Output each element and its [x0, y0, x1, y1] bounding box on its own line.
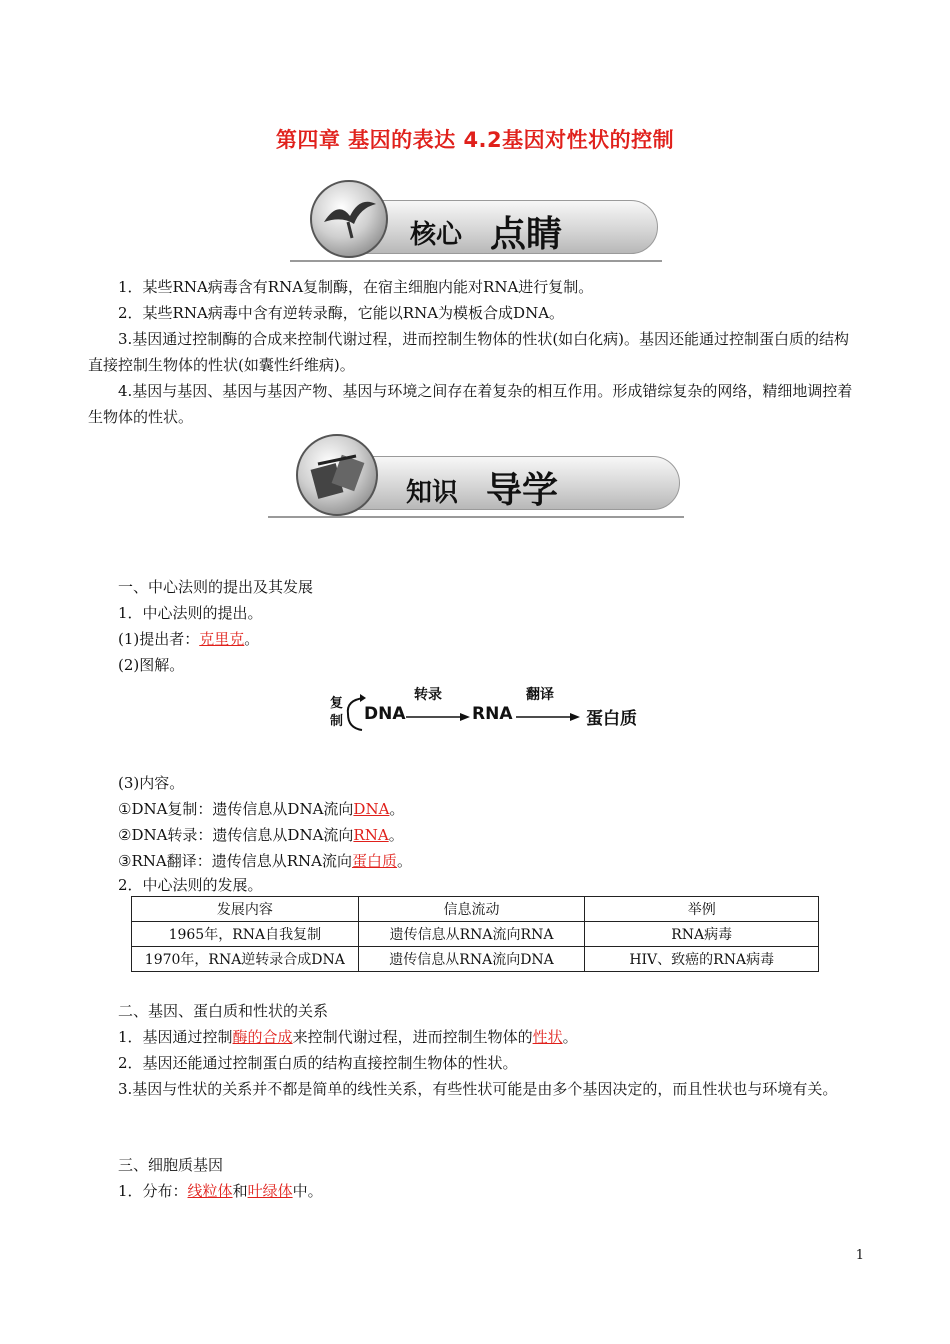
s1-content-3: ③RNA翻译：遗传信息从RNA流向蛋白质。: [118, 852, 412, 870]
answer-rna: RNA: [353, 826, 389, 844]
page-number: 1: [855, 1248, 864, 1263]
table-row: [132, 947, 819, 972]
section-heading-1: 一、中心法则的提出及其发展: [118, 578, 314, 596]
banner-guide-label-b: 导学: [486, 470, 559, 511]
page-title: 第四章 基因的表达 4.2基因对性状的控制: [275, 128, 675, 152]
s1-p1: 1．中心法则的提出。: [118, 604, 263, 622]
translation-arrow-icon: [516, 712, 580, 722]
transcription-arrow-icon: [406, 712, 470, 722]
table-header-row: [132, 897, 819, 922]
core-point-2: 2．某些RNA病毒中含有逆转录酶，它能以RNA为模板合成DNA。: [118, 304, 565, 322]
s1-proposer: (1)提出者：克里克。: [118, 630, 260, 648]
diagram-rna: RNA: [472, 704, 513, 724]
diagram-dna: DNA: [364, 704, 406, 724]
s1-content-2: ②DNA转录：遗传信息从DNA流向RNA。: [118, 826, 404, 844]
table-cell: RNA病毒: [585, 922, 819, 947]
banner-core-label-a: 核心: [410, 220, 463, 250]
core-point-1: 1．某些RNA病毒含有RNA复制酶，在宿主细胞内能对RNA进行复制。: [118, 278, 594, 296]
table-cell: 遗传信息从RNA流向DNA: [358, 947, 585, 972]
s2-p2: 2．基因还能通过控制蛋白质的结构直接控制生物体的性状。: [118, 1054, 518, 1072]
central-dogma-diagram: [330, 684, 650, 740]
diagram-translate: 翻译: [526, 687, 554, 703]
banner-core-label-b: 点睛: [490, 214, 563, 255]
diagram-protein: 蛋白质: [586, 709, 637, 729]
answer-trait: 性状: [532, 1028, 563, 1046]
table-header: 发展内容: [132, 897, 359, 922]
answer-mitochondria: 线粒体: [187, 1182, 233, 1200]
books-emblem-icon: [296, 434, 378, 516]
s2-p1: 1．基因通过控制酶的合成来控制代谢过程，进而控制生物体的性状。: [118, 1028, 578, 1046]
banner-guide-label-a: 知识: [406, 478, 459, 508]
s1-p2: 2．中心法则的发展。: [118, 876, 263, 894]
table-cell: HIV、致癌的RNA病毒: [585, 947, 819, 972]
s1-content-label: (3)内容。: [118, 774, 185, 792]
diagram-fu: 复: [330, 696, 344, 711]
answer-protein: 蛋白质: [351, 852, 397, 870]
table-header: 举例: [585, 897, 819, 922]
table-header: 信息流动: [358, 897, 585, 922]
table-cell: 1970年，RNA逆转录合成DNA: [132, 947, 359, 972]
answer-dna: DNA: [353, 800, 390, 818]
diagram-zhi: 制: [330, 714, 344, 729]
core-point-3: 3.基因通过控制酶的合成来控制代谢过程，进而控制生物体的性状(如白化病)。基因还能通过控制蛋白质的结构直接控制生物体的性状(如囊性纤维病)。: [88, 330, 850, 374]
answer-chloroplast: 叶绿体: [247, 1182, 293, 1200]
answer-proposer: 克里克: [199, 630, 245, 648]
diagram-transcribe: 转录: [414, 687, 442, 703]
bird-emblem-icon: [310, 180, 388, 258]
dogma-development-table: [131, 896, 819, 972]
table-cell: 遗传信息从RNA流向RNA: [358, 922, 585, 947]
banner-knowledge-guide: [268, 432, 684, 522]
banner-core-points: [290, 178, 662, 266]
s2-p3: 3.基因与性状的关系并不都是简单的线性关系，有些性状可能是由多个基因决定的，而且性状也与环境有关。: [118, 1080, 838, 1098]
s1-diagram-label: (2)图解。: [118, 656, 185, 674]
s1-content-1: ①DNA复制：遗传信息从DNA流向DNA。: [118, 800, 405, 818]
section-heading-3: 三、细胞质基因: [118, 1156, 224, 1174]
section-heading-2: 二、基因、蛋白质和性状的关系: [118, 1002, 329, 1020]
table-cell: 1965年，RNA自我复制: [132, 922, 359, 947]
table-row: [132, 922, 819, 947]
s3-p1: 1．分布：线粒体和叶绿体中。: [118, 1182, 323, 1200]
answer-enzyme-synthesis: 酶的合成: [232, 1028, 293, 1046]
core-point-4: 4.基因与基因、基因与基因产物、基因与环境之间存在着复杂的相互作用。形成错综复杂的网络，精细地调控着生物体的性状。: [88, 382, 853, 426]
